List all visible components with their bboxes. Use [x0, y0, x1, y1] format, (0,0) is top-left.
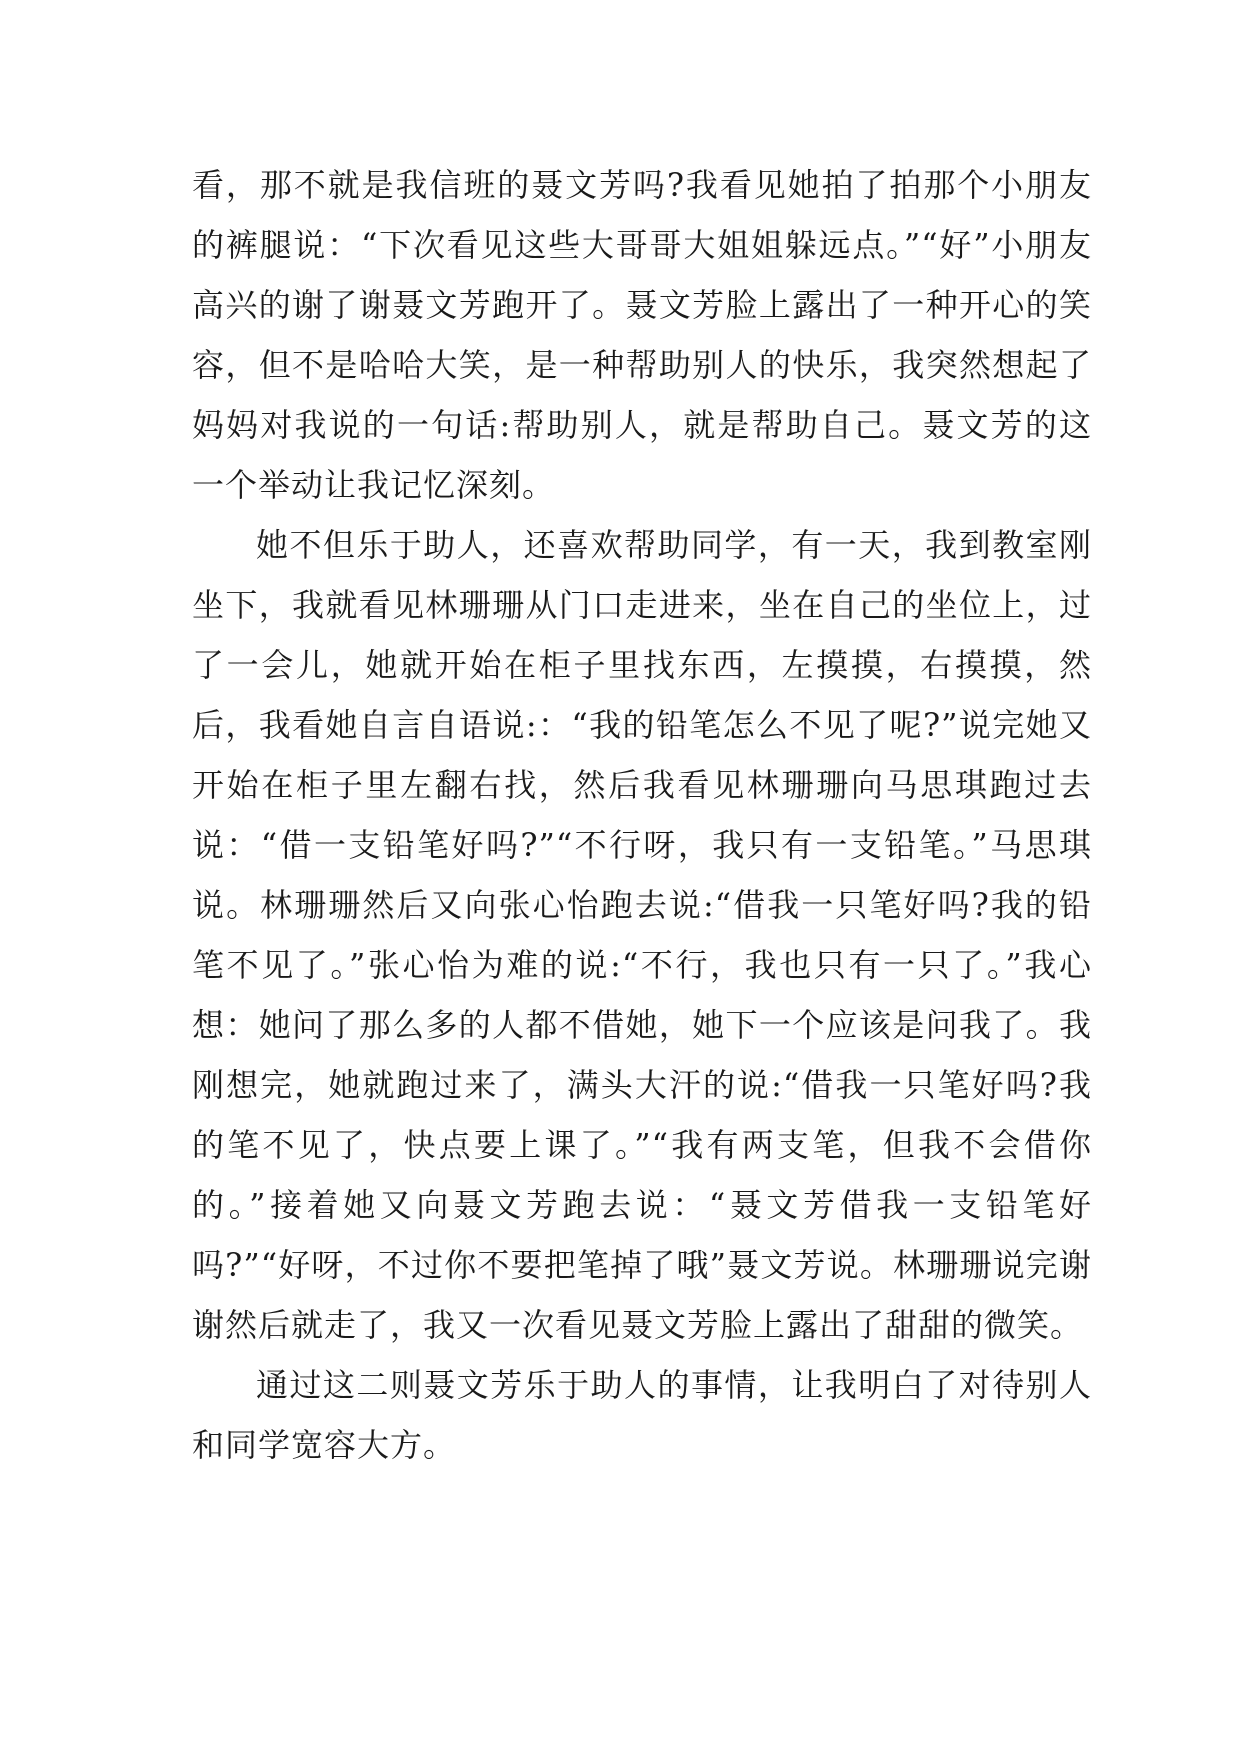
body-text	[192, 155, 1092, 1475]
paragraph-1: 看，那不就是我信班的聂文芳吗?我看见她拍了拍那个小朋友的裤腿说：“下次看见这些大哥哥大姐姐躲远点。”“好”小朋友高兴的谢了谢聂文芳跑开了。聂文芳脸上露出了一种开心的笑容，但不是哈哈大笑，是一种帮助别人的快乐，我突然想起了妈妈对我说的一句话:帮助别人，就是帮助自己。聂文芳的这一个举动让我记忆深刻。	[192, 166, 1092, 504]
paragraph-2: 她不但乐于助人，还喜欢帮助同学，有一天，我到教室刚坐下，我就看见林珊珊从门口走进来，坐在自己的坐位上，过了一会儿，她就开始在柜子里找东西，左摸摸，右摸摸，然后，我看她自言自语说:：“我的铅笔怎么不见了呢?”说完她又开始在柜子里左翻右找，然后我看见林珊珊向马思琪跑过去说：“借一支铅笔好吗?”“不行呀，我只有一支铅笔。”马思琪说。林珊珊然后又向张心怡跑去说:“借我一只笔好吗?我的铅笔不见了。”张心怡为难的说:“不行，我也只有一只了。”我心想：她问了那么多的人都不借她，她下一个应该是问我了。我刚想完，她就跑过来了，满头大汗的说:“借我一只笔好吗?我的笔不见了，快点要上课了。”“我有两支笔，但我不会借你的。”接着她又向聂文芳跑去说：“聂文芳借我一支铅笔好吗?”“好呀，不过你不要把笔掉了哦”聂文芳说。林珊珊说完谢谢然后就走了，我又一次看见聂文芳脸上露出了甜甜的微笑。	[192, 526, 1092, 1344]
paragraph-3: 通过这二则聂文芳乐于助人的事情，让我明白了对待别人和同学宽容大方。	[192, 1366, 1092, 1464]
